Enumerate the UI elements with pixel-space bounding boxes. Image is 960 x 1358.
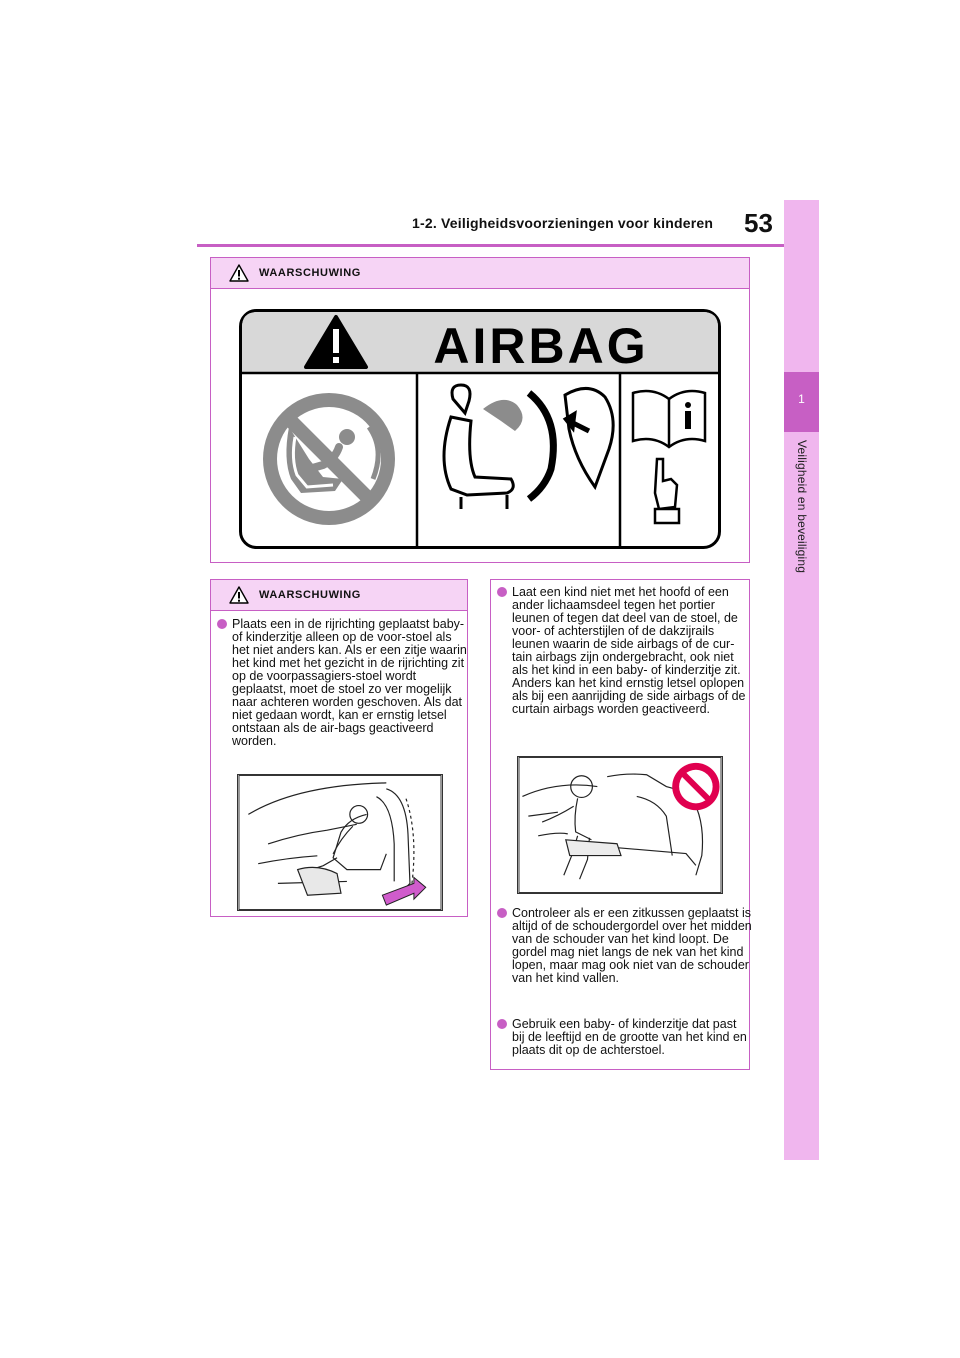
bullet-text: Gebruik een baby- of kinderzitje dat past bij de leeftijd en de grootte van het kind en plaats dit op de achterstoel. (512, 1017, 747, 1057)
chapter-label: Veiligheid en beveiliging (795, 440, 809, 574)
warning-label: WAARSCHUWING (259, 267, 361, 279)
warning-header (211, 258, 749, 289)
warning-header (211, 580, 467, 611)
warning-box-airbag (210, 257, 750, 563)
section-title: 1-2. Veiligheidsvoorzieningen voor kinderen (412, 215, 714, 231)
chapter-number: 1 (798, 392, 805, 406)
warning-box-right (490, 579, 750, 1070)
header-rule (197, 244, 784, 247)
bullet-item (214, 618, 468, 748)
bullet-text: Plaats een in de rijrichting geplaatst baby- of kinderzitje alleen op de voor-stoel als het niet anders kan. Als er een zitje waarin het kind met het gezicht in de rijrichting zit op de voorpassagiers-stoel wordt geplaatst, moet de stoel zo ver mogelijk naar achteren worden geschoven. Als dat niet gedaan wordt, kan er ernstig letsel ontstaan als de air-bags geactiveerd worden. (232, 617, 467, 748)
bullet-dot (497, 1019, 507, 1029)
bullet-dot (217, 619, 227, 629)
booster-seat-illustration (517, 756, 723, 894)
chapter-side-tab (784, 200, 819, 1160)
warning-box-left (210, 579, 468, 917)
bullet-item (494, 907, 752, 985)
bullet-dot (497, 587, 507, 597)
warning-triangle-icon (229, 264, 249, 282)
bullet-text: Laat een kind niet met het hoofd of een ander lichaamsdeel tegen het portier leunen of tegen dat deel van de stoel, de voor- of achterstijlen of de dakzijrails leunen waarin de side airbags of de cur-tain airbags zijn ondergebracht, ook niet als het kind in een baby- of kinderzitje zit. Anders kan het kind ernstig letsel oplopen als bij een aanrijding de side airbags of de curtain airbags worden geactiveerd. (512, 585, 746, 716)
bullet-text: Controleer als er een zitkussen geplaatst is altijd of de schoudergordel over het midden van de schouder van het kind loopt. De gordel mag niet langs de nek van het kind lopen, maar mag ook niet van de schouder van het kind vallen. (512, 906, 752, 985)
bullet-dot (497, 908, 507, 918)
no-rear-facing-seat-icon (263, 393, 395, 525)
page-number: 53 (744, 208, 773, 238)
chapter-label-wrap (782, 440, 822, 610)
bullet-item (494, 1018, 752, 1057)
warning-label: WAARSCHUWING (259, 589, 361, 601)
warning-triangle-icon (229, 586, 249, 604)
airbag-text: AIRBAG (433, 318, 649, 374)
forward-seat-illustration (237, 774, 443, 911)
airbag-label-figure (239, 309, 721, 549)
bullet-item (494, 586, 752, 716)
